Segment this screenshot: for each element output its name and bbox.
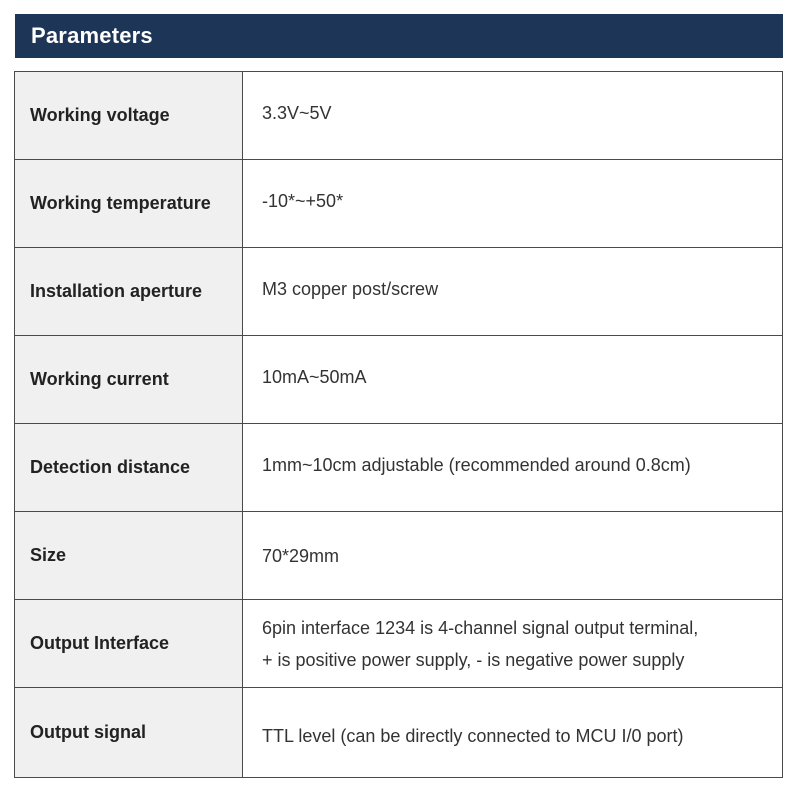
row-label: Detection distance [15, 424, 243, 511]
row-label: Size [15, 512, 243, 599]
row-label: Working voltage [15, 72, 243, 159]
row-value-line: M3 copper post/screw [262, 278, 439, 299]
table-row [15, 72, 782, 160]
row-value [243, 512, 782, 599]
table-row [15, 160, 782, 248]
row-label: Working current [15, 336, 243, 423]
table-row [15, 512, 782, 600]
row-value-line: 70*29mm [262, 545, 340, 566]
row-value-line: + is positive power supply, - is negative power supply [262, 649, 685, 670]
row-label: Output signal [15, 688, 243, 777]
section-header [15, 14, 783, 58]
row-value [243, 688, 782, 777]
row-value-line: 10mA~50mA [262, 366, 367, 387]
row-value [243, 248, 782, 335]
row-label: Output Interface [15, 600, 243, 687]
row-value-line: 6pin interface 1234 is 4-channel signal output terminal, [262, 617, 699, 638]
row-value [243, 600, 782, 687]
table-row [15, 424, 782, 512]
table-row [15, 600, 782, 688]
row-value [243, 72, 782, 159]
row-value-line: 3.3V~5V [262, 102, 332, 123]
table-row [15, 688, 782, 777]
row-value-line: 1mm~10cm adjustable (recommended around 0.8cm) [262, 454, 691, 475]
parameters-table [14, 71, 783, 778]
row-value [243, 424, 782, 511]
table-row [15, 248, 782, 336]
table-row [15, 336, 782, 424]
row-label: Installation aperture [15, 248, 243, 335]
row-value-line: -10*~+50* [262, 190, 344, 211]
row-value [243, 160, 782, 247]
row-value [243, 336, 782, 423]
row-label: Working temperature [15, 160, 243, 247]
section-title: Parameters [31, 23, 153, 48]
row-value-line: TTL level (can be directly connected to MCU I/0 port) [262, 725, 684, 746]
